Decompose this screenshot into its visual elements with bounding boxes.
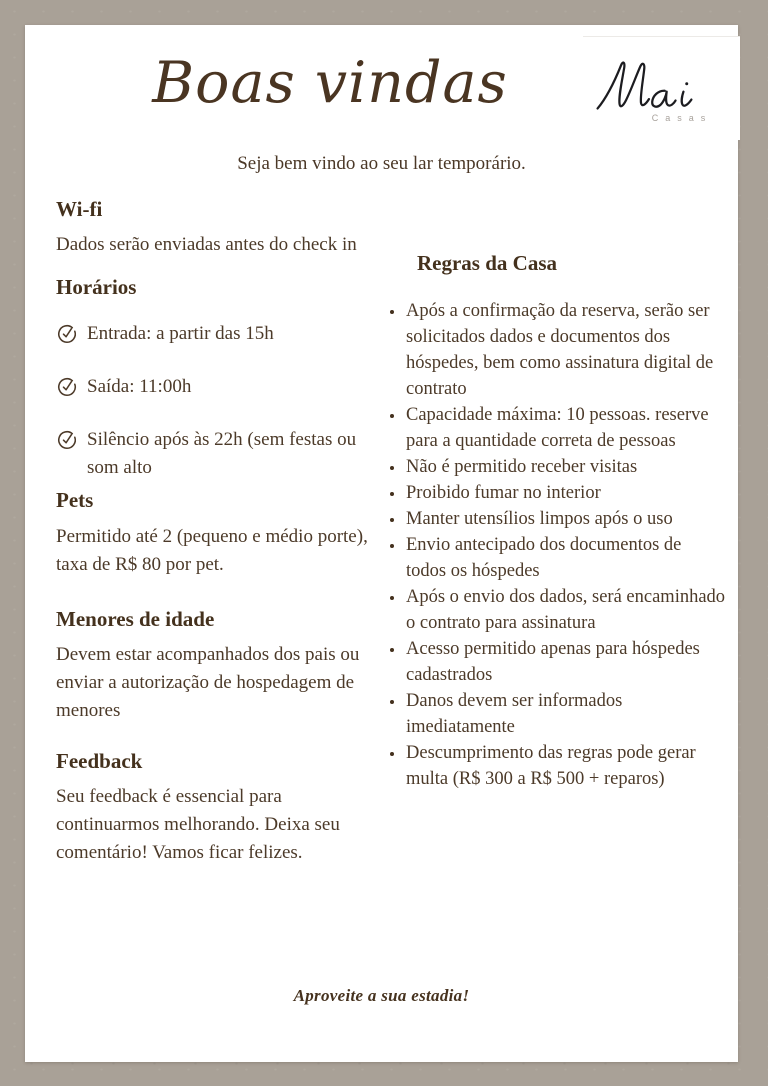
rule-item: • Danos devem ser informados imediatamente	[405, 688, 726, 740]
section-heading-horarios: Horários	[56, 275, 137, 300]
footer-message: Aproveite a sua estadia!	[293, 986, 470, 1005]
welcome-card	[25, 25, 738, 1062]
left-column	[56, 197, 368, 867]
horario-item-saida	[56, 373, 368, 401]
rule-item: • Acesso permitido apenas para hóspedes cadastrados	[405, 636, 726, 688]
right-column	[384, 251, 726, 792]
rule-item: • Envio antecipado dos documentos de todos os hóspedes	[405, 532, 726, 584]
horario-text: Saída: 11:00h	[87, 376, 192, 398]
rule-item: • Proibido fumar no interior	[405, 480, 726, 506]
section-heading-menores: Menores de idade	[56, 606, 215, 631]
rule-item: • Descumprimento das regras pode gerar multa (R$ 300 a R$ 500 + reparos)	[405, 740, 726, 792]
logo-tagline: Casas	[651, 113, 713, 123]
horario-text: Entrada: a partir das 15h	[87, 323, 274, 345]
rule-item: • Após a confirmação da reserva, serão ser solicitados dados e documentos dos hóspedes, bem como assinatura digital de contrato	[405, 298, 726, 402]
wifi-text: Dados serão enviadas antes do check in	[56, 234, 357, 256]
page-subtitle: Seja bem vindo ao seu lar temporário.	[237, 153, 526, 174]
menores-text: Devem estar acompanhados dos pais ou enviar a autorização de hospedagem de menores	[56, 643, 360, 721]
brand-logo	[583, 36, 740, 140]
clock-icon	[56, 376, 78, 398]
rule-item: • Capacidade máxima: 10 pessoas. reserve para a quantidade correta de pessoas	[405, 402, 726, 454]
rule-item: • Após o envio dos dados, será encaminhado o contrato para assinatura	[405, 584, 726, 636]
section-heading-feedback: Feedback	[56, 748, 143, 773]
house-rules-list	[384, 298, 726, 792]
pets-text: Permitido até 2 (pequeno e médio porte), taxa de R$ 80 por pet.	[56, 525, 368, 575]
section-heading-pets: Pets	[56, 488, 94, 513]
clock-icon	[56, 323, 78, 345]
rule-item: • Manter utensílios limpos após o uso	[405, 506, 726, 532]
horarios-list	[56, 320, 368, 482]
horario-item-entrada	[56, 320, 368, 348]
page-title: Boas vindas	[152, 50, 508, 116]
horario-text: Silêncio após às 22h (sem festas ou som alto	[87, 429, 357, 479]
section-heading-wifi: Wi-fi	[56, 197, 103, 221]
rule-item: • Não é permitido receber visitas	[405, 454, 726, 480]
feedback-text: Seu feedback é essencial para continuarmos melhorando. Deixa seu comentário! Vamos ficar felizes.	[56, 785, 340, 863]
clock-icon	[56, 429, 78, 451]
horario-item-silencio	[56, 426, 368, 482]
section-heading-regras: Regras da Casa	[417, 251, 557, 275]
